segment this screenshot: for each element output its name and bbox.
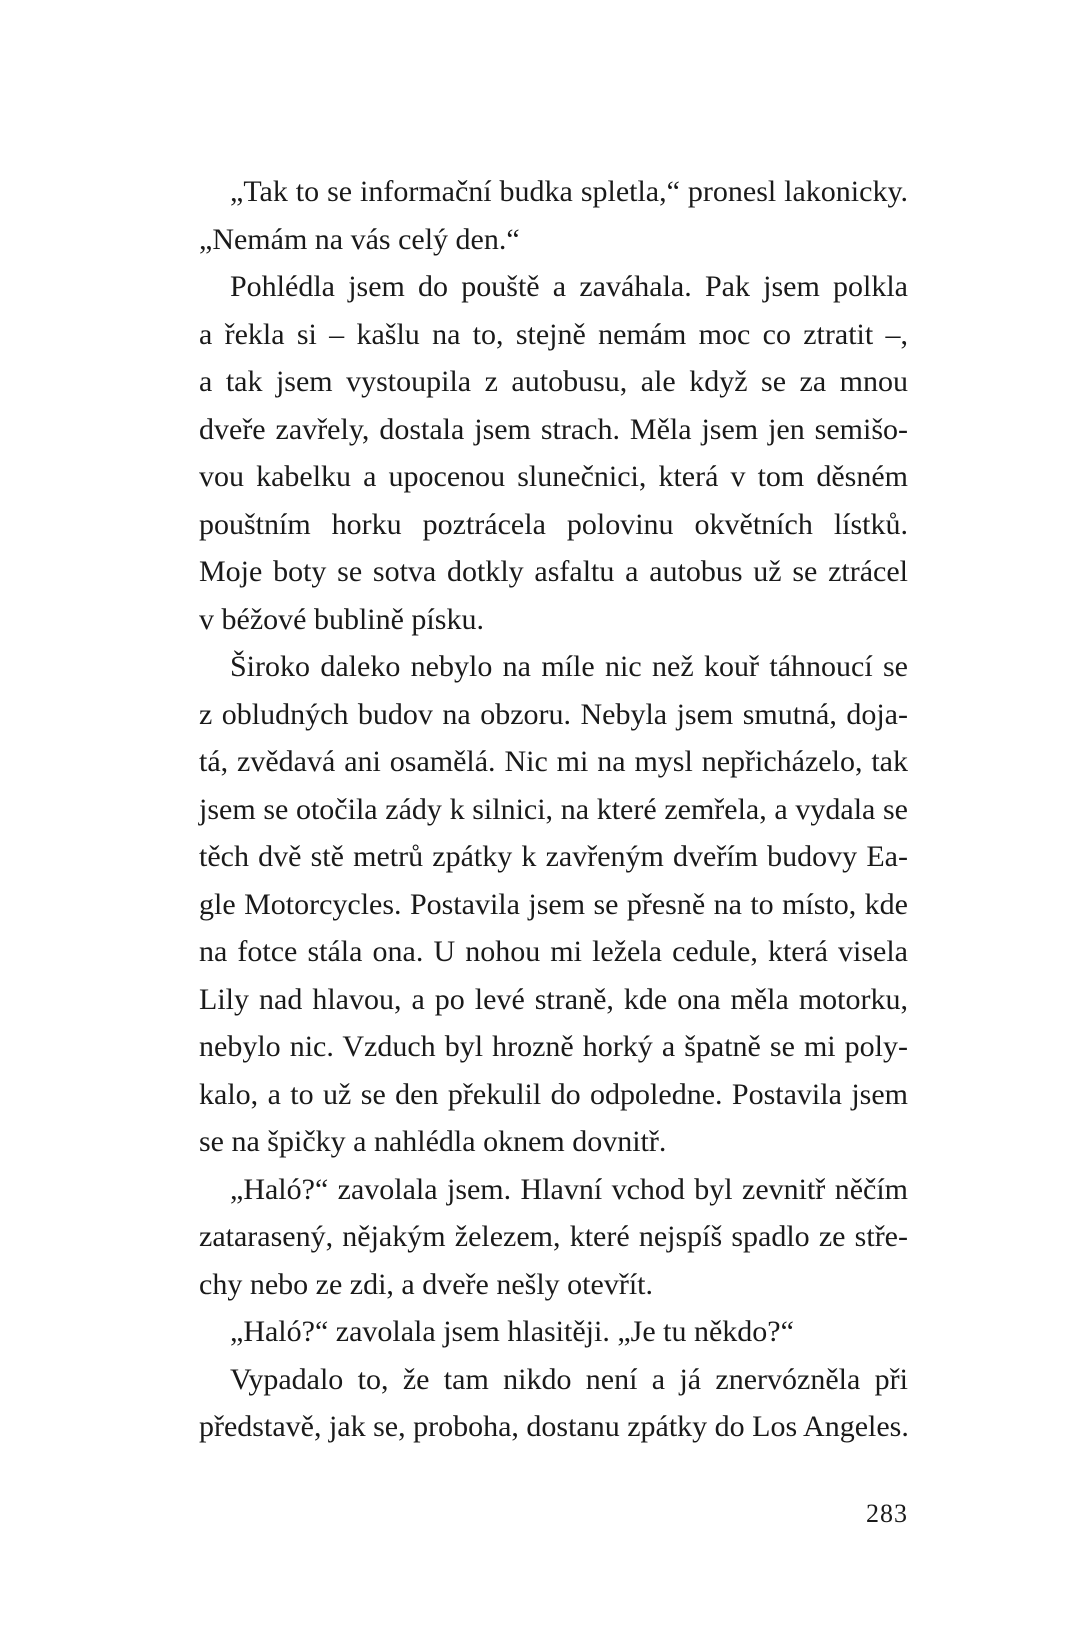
text-line: nebylo nic. Vzduch byl hrozně horký a špatně se mi poly- [199, 1030, 908, 1063]
text-line: představě, jak se, proboha, dostanu zpátky do Los Angeles. [199, 1410, 909, 1443]
text-line: z obludných budov na obzoru. Nebyla jsem smutná, doja- [199, 697, 908, 731]
text-line: pouštním horku poztrácela polovinu okvětních lístků. [199, 507, 908, 541]
text-line: na fotce stála ona. U nohou mi ležela cedule, která visela [199, 935, 908, 968]
text-line: „Tak to se informační budka spletla,“ pronesl lakonicky. [230, 175, 908, 208]
text-line: a tak jsem vystoupila z autobusu, ale když se za mnou [199, 365, 908, 398]
text-line: a řekla si – kašlu na to, stejně nemám moc co ztratit –, [199, 317, 908, 351]
text-line: tá, zvědavá ani osamělá. Nic mi na mysl nepřicházelo, tak [199, 745, 908, 778]
text-line: Moje boty se sotva dotkly asfaltu a autobus už se ztrácel [199, 555, 908, 588]
text-line: Pohlédla jsem do pouště a zaváhala. Pak jsem polkla [230, 270, 908, 303]
text-line: v béžové bublině písku. [199, 602, 484, 636]
body-text [199, 168, 908, 1451]
text-line: dveře zavřely, dostala jsem strach. Měla jsem jen semišo- [199, 412, 908, 446]
text-line: „Haló?“ zavolala jsem. Hlavní vchod byl zevnitř něčím [230, 1172, 908, 1206]
text-line: Lily nad hlavou, a po levé straně, kde ona měla motorku, [199, 982, 908, 1016]
text-line: kalo, a to už se den překulil do odpoledne. Postavila jsem [199, 1077, 908, 1111]
text-line: „Haló?“ zavolala jsem hlasitěji. „Je tu někdo?“ [230, 1315, 794, 1348]
page-number: 283 [866, 1499, 908, 1528]
text-line: těch dvě stě metrů zpátky k zavřeným dveřím budovy Ea- [199, 840, 908, 873]
text-line: vou kabelku a upocenou slunečnici, která v tom děsném [199, 460, 908, 493]
text-line: Široko daleko nebylo na míle nic než kouř táhnoucí se [230, 650, 908, 683]
text-line: „Nemám na vás celý den.“ [199, 222, 520, 256]
text-line: chy nebo ze zdi, a dveře nešly otevřít. [199, 1267, 653, 1301]
text-line: zatarasený, nějakým železem, které nejspíš spadlo ze stře- [199, 1220, 908, 1253]
text-line: Vypadalo to, že tam nikdo není a já znervózněla při [230, 1362, 908, 1396]
text-line: se na špičky a nahlédla oknem dovnitř. [199, 1125, 667, 1158]
text-line: jsem se otočila zády k silnici, na které zemřela, a vydala se [199, 792, 908, 826]
text-line: gle Motorcycles. Postavila jsem se přesně na to místo, kde [199, 887, 908, 921]
